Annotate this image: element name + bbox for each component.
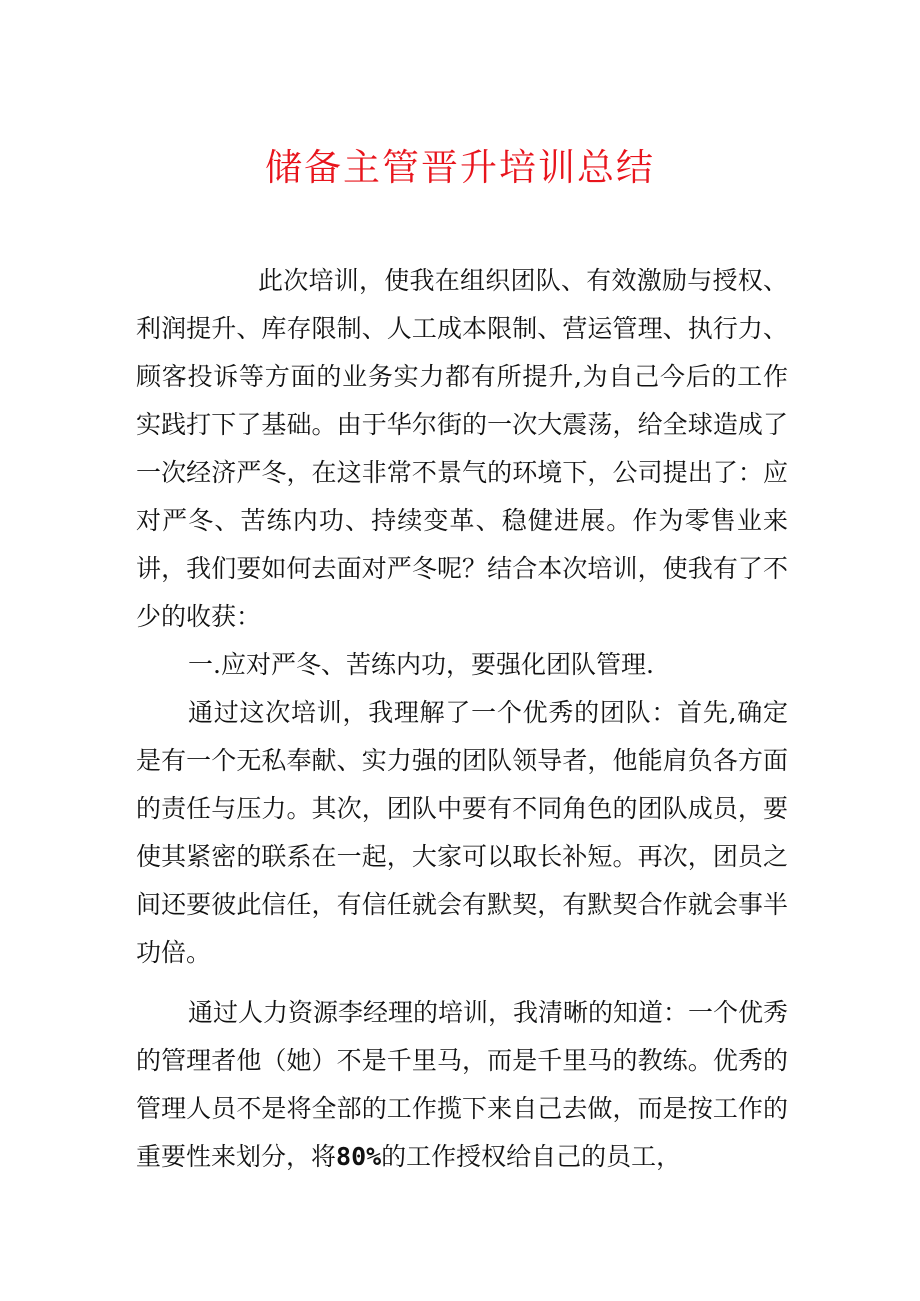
document-title: 储备主管晋升培训总结 [265,146,655,189]
paragraph-team: 通过这次培训，我理解了一个优秀的团队：首先,确定是有一个无私奉献、实力强的团队领导者，他能肩负各方面的责任与压力。其次，团队中要有不同角色的团队成员，要使其紧密的联系在一起，大家可以取长补短。再次，团员之间还要彼此信任，有信任就会有默契，有默契合作就会事半功倍。 [136,698,788,967]
paragraph-manager [136,989,788,1181]
paragraph-manager-text-after: 的工作授权给自己的员工， [381,1142,682,1171]
document-body [136,257,788,1181]
paragraph-intro: 此次培训，使我在组织团队、有效激励与授权、利润提升、库存限制、人工成本限制、营运管理、执行力、顾客投诉等方面的业务实力都有所提升,为自己今后的工作实践打下了基础。由于华尔街的一次大震荡，给全球造成了一次经济严冬，在这非常不景气的环境下，公司提出了：应对严冬、苦练内功、持续变革、稳健进展。作为零售业来讲，我们要如何去面对严冬呢？结合本次培训，使我有了不少的收获： [136,266,788,631]
paragraph-manager-text-before: 通过人力资源李经理的培训，我清晰的知道：一个优秀的管理者他（她）不是千里马，而是千里马的教练。优秀的管理人员不是将全部的工作揽下来自己去做，而是按工作的重要性来划分，将 [136,998,789,1171]
section-heading-1: 一.应对严冬、苦练内功，要强化团队管理. [188,650,654,679]
emphasis-percentage: 80% [336,1142,382,1171]
